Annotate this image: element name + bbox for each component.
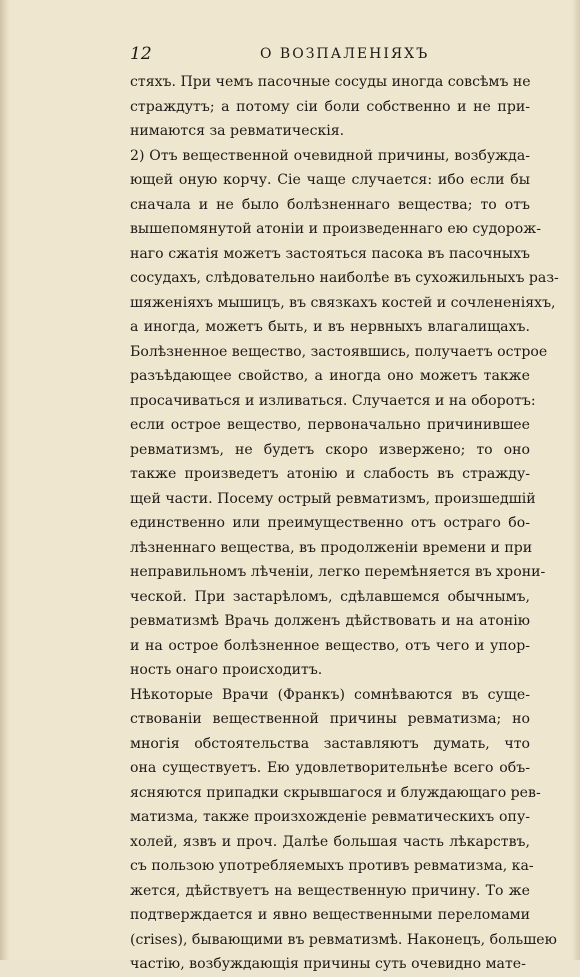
text-line: 2) Отъ вещественной очевидной причины, возбужда- (130, 147, 530, 164)
text-line: ствованіи вещественной причины ревматизма; но (130, 711, 530, 727)
text-line: она существуетъ. Ею удовлетворительнѣе всего объ- (130, 760, 530, 776)
text-line: многія обстоятельства заставляютъ думать, что (130, 735, 530, 752)
body-text (130, 70, 559, 977)
text-line: Нѣкоторые Врачи (Франкъ) сомнѣваются въ суще- (130, 686, 530, 703)
text-line: щей части. Посему острый ревматизмъ, произшедшій (130, 490, 536, 507)
text-line: матизма, также произхожденіе ревматическихъ опу- (130, 809, 530, 825)
text-line: также произведетъ атонію и слабость въ стражду- (130, 466, 530, 482)
text-line: если острое вещество, первоначально причинившее (130, 417, 530, 433)
text-line: жется, дѣйствуетъ на вещественную причину. То же (130, 882, 530, 899)
text-line: единственно или преимущественно отъ остраго бо- (130, 515, 530, 531)
text-line: шяженіяхъ мышицъ, въ связкахъ костей и сочлененіяхъ, (130, 294, 556, 311)
text-line: ревматизмъ, не будетъ скоро извержено; то оно (130, 441, 530, 458)
text-line: вышепомянутой атоніи и произведеннаго ею судорож- (130, 221, 541, 237)
text-line: холей, язвъ и проч. Далѣе большая часть лѣкарствъ, (130, 833, 530, 850)
page-number: 12 (130, 44, 152, 64)
text-line: страждутъ; а потому сіи боли собственно и не при- (130, 98, 530, 115)
text-line: частію, возбуждающія причины суть очевидно мате- (130, 956, 526, 972)
text-line: подтверждается и явно вещественными переломами (130, 907, 530, 923)
text-line: а иногда, можетъ быть, и въ нервныхъ влагалищахъ. (130, 319, 530, 335)
text-line: Болѣзненное вещество, застоявшись, получаетъ острое (130, 343, 548, 360)
text-line: лѣзненнаго вещества, въ продолженіи времени и при (130, 539, 533, 556)
text-line: наго сжатія можетъ застояться пасока въ пасочныхъ (130, 245, 530, 262)
text-line: просачиваться и изливаться. Случается и на оборотъ: (130, 392, 536, 409)
text-line: и на острое болѣзненное вещество, отъ чего и упор- (130, 637, 530, 654)
text-line: ность онаго происходитъ. (130, 662, 323, 678)
text-line: сначала и не было болѣзненнаго вещества; то отъ (130, 196, 530, 213)
text-line: ясняются припадки скрывшагося и блуждающаго рев- (130, 784, 541, 801)
page-left-edge (0, 0, 10, 960)
text-line: сосудахъ, слѣдовательно наиболѣе въ сухожильныхъ раз- (130, 270, 559, 286)
text-line: нимаются за ревматическія. (130, 123, 345, 139)
text-line: (crises), бывающими въ ревматизмѣ. Наконецъ, большею (130, 931, 557, 948)
text-line: ревматизмѣ Врачь долженъ дѣйствовать и на атонію (130, 613, 530, 629)
text-line: стяхъ. При чемъ пасочные сосуды иногда совсѣмъ не (130, 74, 531, 90)
text-line: ческой. При застарѣломъ, сдѣлавшемся обычнымъ, (130, 588, 530, 605)
page-header (130, 44, 530, 68)
running-head: О ВОЗПАЛЕНІЯХЪ (260, 46, 430, 62)
page-right-edge (570, 0, 580, 960)
text-line: ющей оную корчу. Сіе чаще случается: ибо если бы (130, 172, 530, 188)
text-line: неправильномъ лѣченіи, легко перемѣняется въ хрони- (130, 564, 546, 580)
text-line: съ пользою употребляемыхъ противъ ревматизма, ка- (130, 858, 534, 874)
text-line: разъѣдающее свойство, а иногда оно можетъ также (130, 368, 530, 384)
